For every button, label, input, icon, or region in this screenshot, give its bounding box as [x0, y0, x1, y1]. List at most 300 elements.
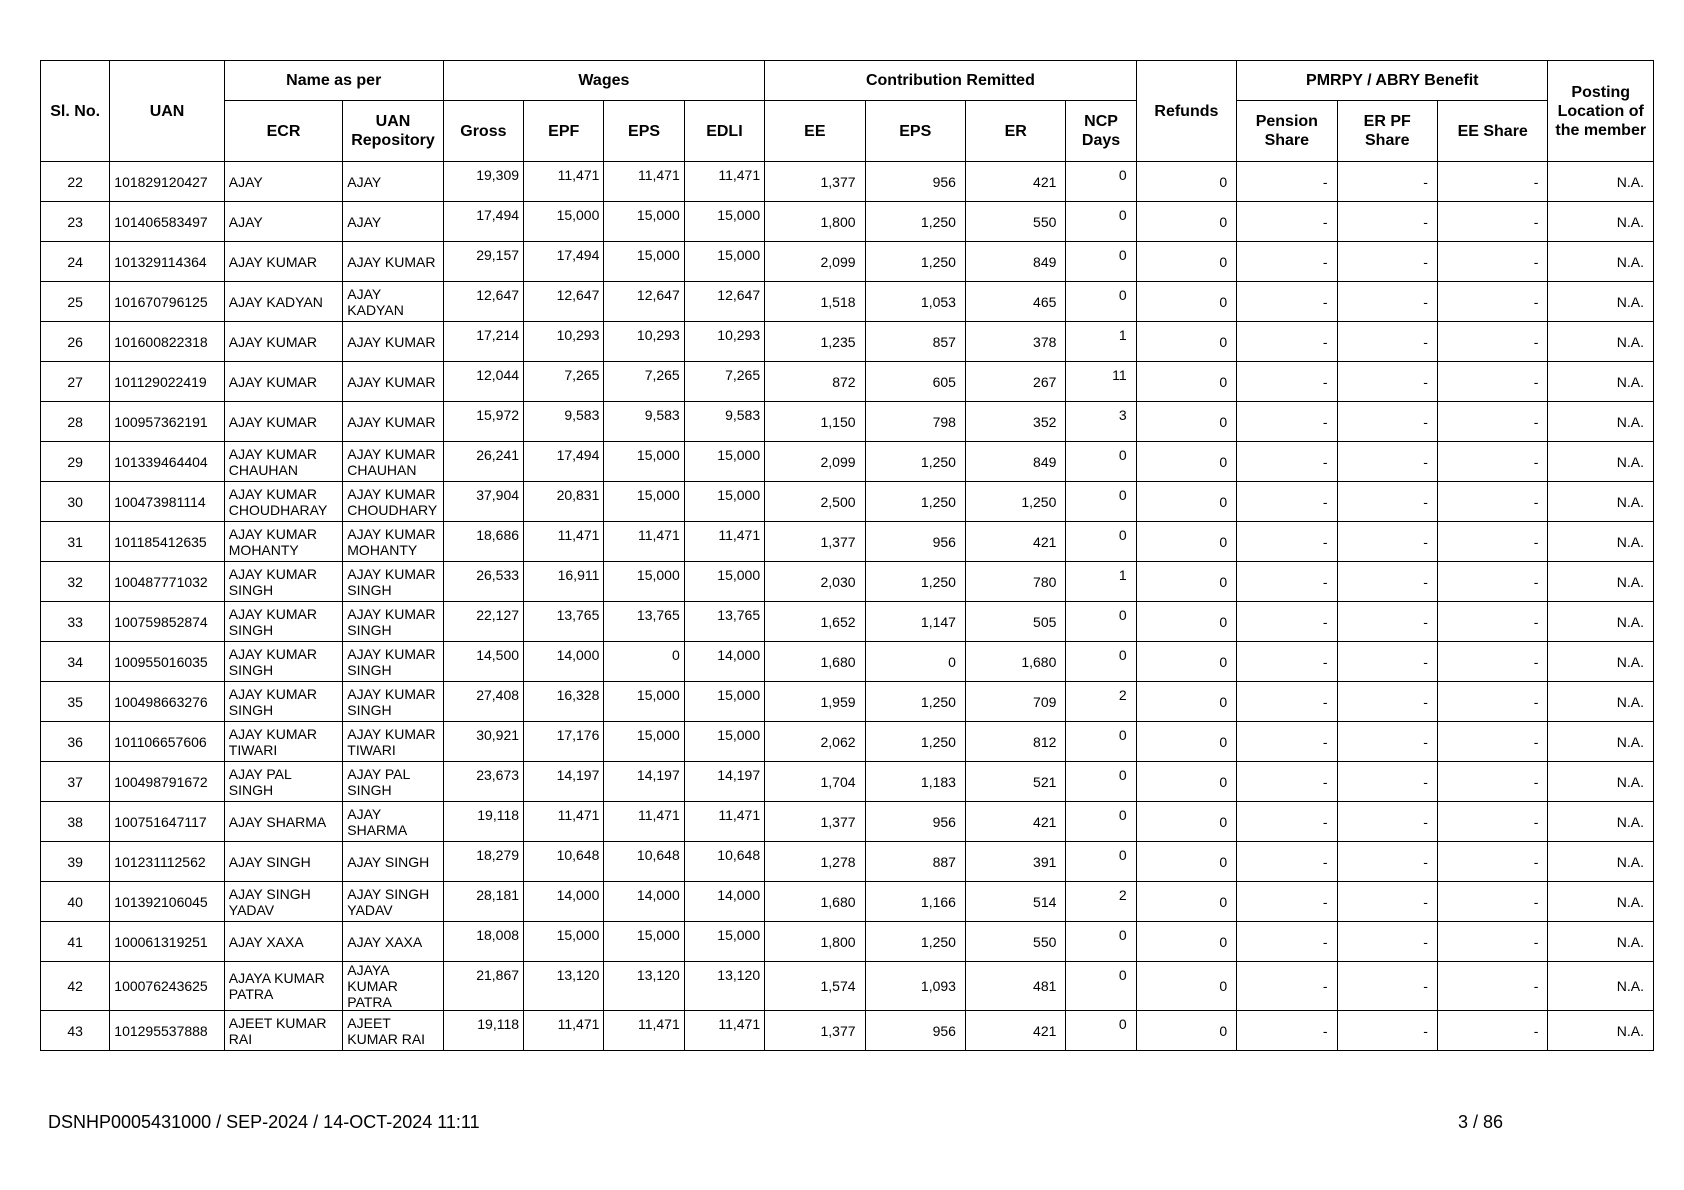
header-ee: EE [765, 101, 865, 162]
cell-contribution-er: 849 [965, 242, 1065, 282]
cell-wages-eps: 14,000 [604, 882, 684, 922]
cell-ee-share: - [1437, 682, 1548, 722]
cell-contribution-ee: 1,235 [765, 322, 865, 362]
cell-refunds: 0 [1136, 722, 1236, 762]
cell-ee-share: - [1437, 642, 1548, 682]
cell-er-pf-share: - [1337, 402, 1437, 442]
cell-ncp-days: 2 [1066, 682, 1136, 722]
cell-wages-gross: 30,921 [443, 722, 523, 762]
cell-er-pf-share: - [1337, 522, 1437, 562]
cell-contribution-eps: 1,250 [865, 442, 965, 482]
cell-posting-location: N.A. [1548, 402, 1654, 442]
cell-sl-no: 31 [41, 522, 110, 562]
cell-wages-edli: 10,648 [684, 842, 764, 882]
cell-er-pf-share: - [1337, 762, 1437, 802]
cell-pension-share: - [1237, 642, 1337, 682]
cell-ncp-days: 0 [1066, 522, 1136, 562]
cell-ncp-days: 0 [1066, 962, 1136, 1011]
cell-wages-epf: 14,000 [524, 642, 604, 682]
cell-posting-location: N.A. [1548, 562, 1654, 602]
cell-name-uan-repository: AJAY KUMAR [343, 402, 443, 442]
cell-ee-share: - [1437, 722, 1548, 762]
cell-name-uan-repository: AJEET KUMAR RAI [343, 1011, 443, 1051]
cell-sl-no: 28 [41, 402, 110, 442]
cell-wages-gross: 17,214 [443, 322, 523, 362]
cell-pension-share: - [1237, 282, 1337, 322]
header-posting-location: Posting Location of the member [1548, 61, 1654, 162]
cell-wages-epf: 11,471 [524, 522, 604, 562]
cell-pension-share: - [1237, 242, 1337, 282]
cell-contribution-eps: 1,166 [865, 882, 965, 922]
cell-wages-edli: 15,000 [684, 442, 764, 482]
cell-sl-no: 22 [41, 162, 110, 202]
cell-contribution-er: 352 [965, 402, 1065, 442]
cell-uan: 100957362191 [110, 402, 224, 442]
cell-wages-epf: 14,197 [524, 762, 604, 802]
cell-wages-edli: 9,583 [684, 402, 764, 442]
cell-name-uan-repository: AJAY KADYAN [343, 282, 443, 322]
cell-name-uan-repository: AJAY SINGH YADAV [343, 882, 443, 922]
cell-pension-share: - [1237, 1011, 1337, 1051]
cell-wages-eps: 14,197 [604, 762, 684, 802]
cell-wages-edli: 7,265 [684, 362, 764, 402]
cell-contribution-ee: 1,377 [765, 162, 865, 202]
cell-name-uan-repository: AJAYA KUMAR PATRA [343, 962, 443, 1011]
table-row [41, 442, 1654, 482]
cell-er-pf-share: - [1337, 1011, 1437, 1051]
cell-ncp-days: 0 [1066, 642, 1136, 682]
cell-pension-share: - [1237, 402, 1337, 442]
footer-document-reference: DSNHP0005431000 / SEP-2024 / 14-OCT-2024 11:11 [48, 1112, 480, 1132]
cell-wages-epf: 10,648 [524, 842, 604, 882]
cell-name-ecr: AJAY KUMAR MOHANTY [224, 522, 343, 562]
cell-ee-share: - [1437, 802, 1548, 842]
cell-pension-share: - [1237, 322, 1337, 362]
cell-name-ecr: AJEET KUMAR RAI [224, 1011, 343, 1051]
cell-contribution-ee: 872 [765, 362, 865, 402]
cell-contribution-ee: 1,518 [765, 282, 865, 322]
cell-contribution-eps: 887 [865, 842, 965, 882]
cell-wages-gross: 22,127 [443, 602, 523, 642]
cell-posting-location: N.A. [1548, 322, 1654, 362]
header-contribution-eps: EPS [865, 101, 965, 162]
cell-sl-no: 35 [41, 682, 110, 722]
cell-uan: 101670796125 [110, 282, 224, 322]
cell-ee-share: - [1437, 402, 1548, 442]
cell-refunds: 0 [1136, 362, 1236, 402]
cell-name-ecr: AJAY KUMAR SINGH [224, 642, 343, 682]
cell-sl-no: 24 [41, 242, 110, 282]
cell-name-ecr: AJAY KUMAR [224, 362, 343, 402]
cell-wages-epf: 20,831 [524, 482, 604, 522]
table-row [41, 842, 1654, 882]
header-gross: Gross [443, 101, 523, 162]
footer-page-number: 3 / 86 [1458, 1112, 1504, 1132]
cell-name-uan-repository: AJAY KUMAR [343, 322, 443, 362]
cell-refunds: 0 [1136, 522, 1236, 562]
cell-contribution-ee: 1,377 [765, 802, 865, 842]
table-row [41, 482, 1654, 522]
cell-name-uan-repository: AJAY SINGH [343, 842, 443, 882]
cell-contribution-eps: 1,250 [865, 242, 965, 282]
cell-sl-no: 30 [41, 482, 110, 522]
cell-er-pf-share: - [1337, 202, 1437, 242]
cell-contribution-er: 1,250 [965, 482, 1065, 522]
cell-ee-share: - [1437, 1011, 1548, 1051]
cell-wages-eps: 15,000 [604, 242, 684, 282]
cell-sl-no: 25 [41, 282, 110, 322]
cell-name-uan-repository: AJAY PAL SINGH [343, 762, 443, 802]
cell-posting-location: N.A. [1548, 922, 1654, 962]
cell-wages-edli: 15,000 [684, 562, 764, 602]
cell-wages-eps: 11,471 [604, 1011, 684, 1051]
cell-sl-no: 26 [41, 322, 110, 362]
cell-wages-edli: 11,471 [684, 162, 764, 202]
cell-name-ecr: AJAY KUMAR [224, 242, 343, 282]
cell-name-uan-repository: AJAY KUMAR MOHANTY [343, 522, 443, 562]
cell-ee-share: - [1437, 602, 1548, 642]
cell-contribution-er: 812 [965, 722, 1065, 762]
header-pmrpy-abry-benefit: PMRPY / ABRY Benefit [1237, 61, 1548, 101]
cell-wages-epf: 12,647 [524, 282, 604, 322]
cell-name-ecr: AJAY KUMAR SINGH [224, 562, 343, 602]
cell-sl-no: 32 [41, 562, 110, 602]
cell-ncp-days: 0 [1066, 802, 1136, 842]
cell-refunds: 0 [1136, 882, 1236, 922]
cell-er-pf-share: - [1337, 642, 1437, 682]
cell-ncp-days: 0 [1066, 242, 1136, 282]
cell-refunds: 0 [1136, 242, 1236, 282]
cell-ee-share: - [1437, 282, 1548, 322]
table-row [41, 1011, 1654, 1051]
cell-sl-no: 39 [41, 842, 110, 882]
cell-uan: 101829120427 [110, 162, 224, 202]
cell-ncp-days: 0 [1066, 442, 1136, 482]
cell-name-uan-repository: AJAY KUMAR SINGH [343, 682, 443, 722]
cell-er-pf-share: - [1337, 922, 1437, 962]
cell-ee-share: - [1437, 842, 1548, 882]
cell-contribution-er: 1,680 [965, 642, 1065, 682]
cell-contribution-ee: 1,278 [765, 842, 865, 882]
contribution-table [40, 60, 1654, 1051]
cell-er-pf-share: - [1337, 362, 1437, 402]
cell-wages-epf: 17,176 [524, 722, 604, 762]
cell-sl-no: 43 [41, 1011, 110, 1051]
cell-contribution-eps: 1,250 [865, 682, 965, 722]
cell-name-ecr: AJAY KUMAR CHAUHAN [224, 442, 343, 482]
cell-pension-share: - [1237, 442, 1337, 482]
cell-uan: 100955016035 [110, 642, 224, 682]
cell-ee-share: - [1437, 522, 1548, 562]
table-row [41, 282, 1654, 322]
cell-contribution-ee: 1,800 [765, 202, 865, 242]
cell-wages-edli: 15,000 [684, 922, 764, 962]
cell-uan: 101339464404 [110, 442, 224, 482]
cell-contribution-eps: 798 [865, 402, 965, 442]
cell-wages-edli: 11,471 [684, 802, 764, 842]
cell-contribution-ee: 2,030 [765, 562, 865, 602]
cell-contribution-ee: 1,377 [765, 522, 865, 562]
cell-posting-location: N.A. [1548, 1011, 1654, 1051]
cell-wages-edli: 13,120 [684, 962, 764, 1011]
cell-wages-gross: 14,500 [443, 642, 523, 682]
cell-pension-share: - [1237, 602, 1337, 642]
cell-er-pf-share: - [1337, 682, 1437, 722]
cell-ncp-days: 2 [1066, 882, 1136, 922]
cell-uan: 101406583497 [110, 202, 224, 242]
cell-name-ecr: AJAY KUMAR SINGH [224, 682, 343, 722]
cell-posting-location: N.A. [1548, 962, 1654, 1011]
cell-contribution-eps: 956 [865, 522, 965, 562]
cell-ee-share: - [1437, 482, 1548, 522]
cell-contribution-er: 505 [965, 602, 1065, 642]
cell-name-ecr: AJAY XAXA [224, 922, 343, 962]
cell-wages-gross: 21,867 [443, 962, 523, 1011]
cell-name-uan-repository: AJAY KUMAR CHOUDHARY [343, 482, 443, 522]
cell-wages-epf: 13,765 [524, 602, 604, 642]
cell-contribution-ee: 1,574 [765, 962, 865, 1011]
cell-pension-share: - [1237, 842, 1337, 882]
cell-name-uan-repository: AJAY KUMAR SINGH [343, 602, 443, 642]
cell-ee-share: - [1437, 322, 1548, 362]
cell-contribution-er: 780 [965, 562, 1065, 602]
cell-pension-share: - [1237, 362, 1337, 402]
cell-contribution-eps: 1,250 [865, 482, 965, 522]
cell-wages-gross: 29,157 [443, 242, 523, 282]
cell-posting-location: N.A. [1548, 602, 1654, 642]
cell-sl-no: 23 [41, 202, 110, 242]
cell-name-ecr: AJAY KUMAR [224, 402, 343, 442]
cell-refunds: 0 [1136, 402, 1236, 442]
cell-name-ecr: AJAY [224, 162, 343, 202]
cell-contribution-ee: 1,680 [765, 882, 865, 922]
table-row [41, 562, 1654, 602]
cell-ncp-days: 0 [1066, 922, 1136, 962]
cell-posting-location: N.A. [1548, 722, 1654, 762]
cell-er-pf-share: - [1337, 242, 1437, 282]
cell-posting-location: N.A. [1548, 842, 1654, 882]
cell-contribution-ee: 1,680 [765, 642, 865, 682]
cell-wages-eps: 15,000 [604, 682, 684, 722]
cell-uan: 100498663276 [110, 682, 224, 722]
cell-ncp-days: 0 [1066, 722, 1136, 762]
cell-name-ecr: AJAY KUMAR CHOUDHARAY [224, 482, 343, 522]
cell-contribution-ee: 2,099 [765, 242, 865, 282]
cell-contribution-ee: 1,150 [765, 402, 865, 442]
cell-name-ecr: AJAY KADYAN [224, 282, 343, 322]
cell-ncp-days: 0 [1066, 282, 1136, 322]
cell-wages-eps: 10,293 [604, 322, 684, 362]
cell-wages-epf: 10,293 [524, 322, 604, 362]
table-row [41, 522, 1654, 562]
cell-contribution-ee: 1,377 [765, 1011, 865, 1051]
cell-uan: 101295537888 [110, 1011, 224, 1051]
cell-wages-eps: 13,765 [604, 602, 684, 642]
cell-ncp-days: 1 [1066, 322, 1136, 362]
table-row [41, 682, 1654, 722]
cell-wages-gross: 18,279 [443, 842, 523, 882]
cell-refunds: 0 [1136, 282, 1236, 322]
cell-ee-share: - [1437, 242, 1548, 282]
cell-er-pf-share: - [1337, 482, 1437, 522]
cell-ncp-days: 0 [1066, 1011, 1136, 1051]
cell-ncp-days: 0 [1066, 162, 1136, 202]
cell-posting-location: N.A. [1548, 162, 1654, 202]
header-er-pf-share: ER PF Share [1337, 101, 1437, 162]
cell-contribution-eps: 956 [865, 802, 965, 842]
cell-posting-location: N.A. [1548, 642, 1654, 682]
table-row [41, 762, 1654, 802]
cell-refunds: 0 [1136, 922, 1236, 962]
cell-sl-no: 36 [41, 722, 110, 762]
cell-wages-gross: 19,118 [443, 1011, 523, 1051]
cell-wages-eps: 11,471 [604, 802, 684, 842]
header-sl-no: Sl. No. [41, 61, 110, 162]
cell-pension-share: - [1237, 762, 1337, 802]
cell-wages-epf: 14,000 [524, 882, 604, 922]
table-row [41, 922, 1654, 962]
cell-er-pf-share: - [1337, 322, 1437, 362]
cell-wages-eps: 0 [604, 642, 684, 682]
cell-uan: 101106657606 [110, 722, 224, 762]
cell-contribution-eps: 1,250 [865, 202, 965, 242]
cell-ncp-days: 1 [1066, 562, 1136, 602]
cell-wages-edli: 12,647 [684, 282, 764, 322]
cell-ncp-days: 11 [1066, 362, 1136, 402]
table-row [41, 962, 1654, 1011]
table-header [41, 61, 1654, 162]
cell-ee-share: - [1437, 962, 1548, 1011]
cell-refunds: 0 [1136, 162, 1236, 202]
cell-uan: 101231112562 [110, 842, 224, 882]
cell-contribution-er: 514 [965, 882, 1065, 922]
cell-refunds: 0 [1136, 482, 1236, 522]
header-wages: Wages [443, 61, 764, 101]
cell-pension-share: - [1237, 722, 1337, 762]
cell-contribution-ee: 2,062 [765, 722, 865, 762]
cell-sl-no: 33 [41, 602, 110, 642]
cell-contribution-eps: 956 [865, 1011, 965, 1051]
cell-wages-gross: 23,673 [443, 762, 523, 802]
cell-wages-epf: 11,471 [524, 162, 604, 202]
cell-posting-location: N.A. [1548, 442, 1654, 482]
cell-ee-share: - [1437, 922, 1548, 962]
table-row [41, 642, 1654, 682]
cell-pension-share: - [1237, 922, 1337, 962]
cell-contribution-er: 267 [965, 362, 1065, 402]
header-er: ER [965, 101, 1065, 162]
cell-contribution-er: 481 [965, 962, 1065, 1011]
cell-er-pf-share: - [1337, 842, 1437, 882]
cell-pension-share: - [1237, 962, 1337, 1011]
cell-wages-edli: 14,000 [684, 882, 764, 922]
cell-name-ecr: AJAY PAL SINGH [224, 762, 343, 802]
cell-contribution-eps: 1,053 [865, 282, 965, 322]
cell-contribution-ee: 2,099 [765, 442, 865, 482]
cell-ee-share: - [1437, 362, 1548, 402]
cell-wages-edli: 15,000 [684, 482, 764, 522]
cell-wages-epf: 13,120 [524, 962, 604, 1011]
cell-uan: 100061319251 [110, 922, 224, 962]
cell-wages-epf: 11,471 [524, 802, 604, 842]
cell-er-pf-share: - [1337, 282, 1437, 322]
header-edli: EDLI [684, 101, 764, 162]
table-row [41, 322, 1654, 362]
cell-refunds: 0 [1136, 202, 1236, 242]
cell-refunds: 0 [1136, 682, 1236, 722]
cell-wages-gross: 18,008 [443, 922, 523, 962]
cell-wages-epf: 9,583 [524, 402, 604, 442]
cell-sl-no: 37 [41, 762, 110, 802]
cell-name-uan-repository: AJAY [343, 162, 443, 202]
cell-name-uan-repository: AJAY SHARMA [343, 802, 443, 842]
cell-uan: 101129022419 [110, 362, 224, 402]
cell-uan: 100751647117 [110, 802, 224, 842]
table-row [41, 882, 1654, 922]
cell-wages-edli: 15,000 [684, 242, 764, 282]
cell-wages-gross: 17,494 [443, 202, 523, 242]
cell-wages-gross: 19,309 [443, 162, 523, 202]
cell-wages-gross: 37,904 [443, 482, 523, 522]
cell-wages-gross: 12,044 [443, 362, 523, 402]
header-ecr: ECR [224, 101, 343, 162]
cell-posting-location: N.A. [1548, 522, 1654, 562]
cell-name-ecr: AJAY SHARMA [224, 802, 343, 842]
cell-wages-gross: 28,181 [443, 882, 523, 922]
cell-sl-no: 34 [41, 642, 110, 682]
cell-uan: 101185412635 [110, 522, 224, 562]
cell-contribution-er: 465 [965, 282, 1065, 322]
cell-contribution-ee: 1,959 [765, 682, 865, 722]
cell-uan: 101600822318 [110, 322, 224, 362]
cell-wages-gross: 12,647 [443, 282, 523, 322]
cell-posting-location: N.A. [1548, 242, 1654, 282]
cell-ncp-days: 0 [1066, 602, 1136, 642]
cell-pension-share: - [1237, 202, 1337, 242]
cell-posting-location: N.A. [1548, 482, 1654, 522]
cell-pension-share: - [1237, 482, 1337, 522]
cell-refunds: 0 [1136, 842, 1236, 882]
cell-wages-eps: 15,000 [604, 722, 684, 762]
cell-ee-share: - [1437, 162, 1548, 202]
cell-contribution-eps: 1,250 [865, 922, 965, 962]
cell-name-ecr: AJAY KUMAR [224, 322, 343, 362]
cell-ncp-days: 0 [1066, 842, 1136, 882]
cell-wages-edli: 14,000 [684, 642, 764, 682]
cell-refunds: 0 [1136, 762, 1236, 802]
cell-name-uan-repository: AJAY KUMAR TIWARI [343, 722, 443, 762]
cell-wages-edli: 11,471 [684, 1011, 764, 1051]
cell-ncp-days: 3 [1066, 402, 1136, 442]
cell-refunds: 0 [1136, 562, 1236, 602]
cell-wages-eps: 15,000 [604, 202, 684, 242]
header-name-as-per: Name as per [224, 61, 443, 101]
cell-contribution-ee: 1,800 [765, 922, 865, 962]
cell-er-pf-share: - [1337, 602, 1437, 642]
table-row [41, 802, 1654, 842]
cell-ee-share: - [1437, 202, 1548, 242]
cell-wages-eps: 9,583 [604, 402, 684, 442]
cell-wages-epf: 7,265 [524, 362, 604, 402]
cell-wages-gross: 26,533 [443, 562, 523, 602]
cell-ee-share: - [1437, 882, 1548, 922]
header-uan-repository: UAN Repository [343, 101, 443, 162]
table-row [41, 362, 1654, 402]
cell-posting-location: N.A. [1548, 202, 1654, 242]
cell-wages-epf: 17,494 [524, 242, 604, 282]
cell-sl-no: 38 [41, 802, 110, 842]
cell-pension-share: - [1237, 522, 1337, 562]
